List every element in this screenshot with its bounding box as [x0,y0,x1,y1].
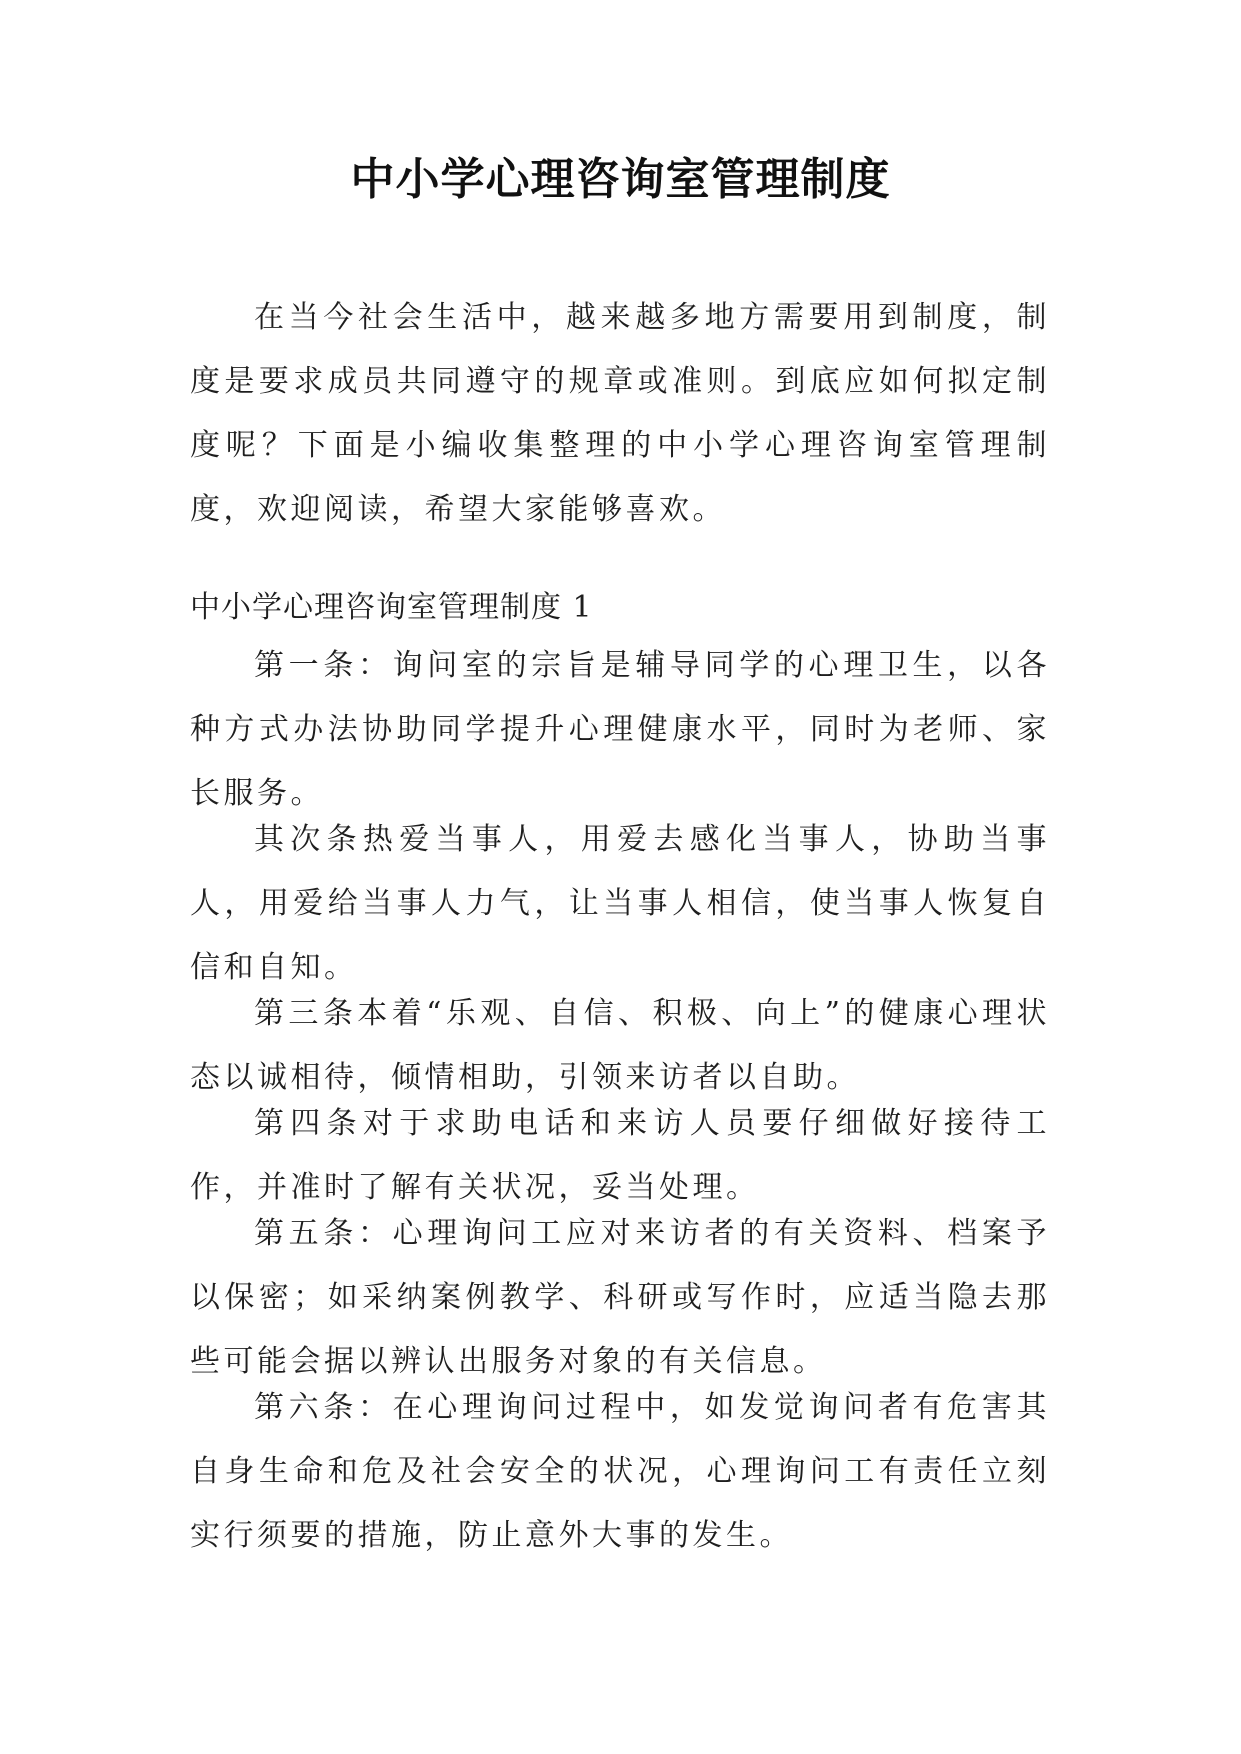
article-paragraph: 第五条：心理询问工应对来访者的有关资料、档案予以保密；如采纳案例教学、科研或写作时，应适当隐去那些可能会据以辨认出服务对象的有关信息。 [190,1216,1050,1379]
article-paragraph: 第三条本着“乐观、自信、积极、向上”的健康心理状态以诚相待，倾情相助，引领来访者以自助。 [190,996,1050,1095]
article-paragraph: 第四条对于求助电话和来访人员要仔细做好接待工作，并准时了解有关状况，妥当处理。 [190,1106,1050,1205]
section-heading: 中小学心理咨询室管理制度 1 [190,590,593,625]
article-paragraph: 第六条：在心理询问过程中，如发觉询问者有危害其自身生命和危及社会安全的状况，心理询问工有责任立刻实行须要的措施，防止意外大事的发生。 [190,1390,1050,1553]
article-paragraph: 其次条热爱当事人，用爱去感化当事人，协助当事人，用爱给当事人力气，让当事人相信，使当事人恢复自信和自知。 [190,822,1050,985]
intro-paragraph: 在当今社会生活中，越来越多地方需要用到制度，制度是要求成员共同遵守的规章或准则。到底应如何拟定制度呢？下面是小编收集整理的中小学心理咨询室管理制度，欢迎阅读，希望大家能够喜欢。 [190,300,1050,527]
document-title: 中小学心理咨询室管理制度 [350,154,891,205]
article-paragraph: 第一条：询问室的宗旨是辅导同学的心理卫生，以各种方式办法协助同学提升心理健康水平，同时为老师、家长服务。 [190,648,1050,811]
